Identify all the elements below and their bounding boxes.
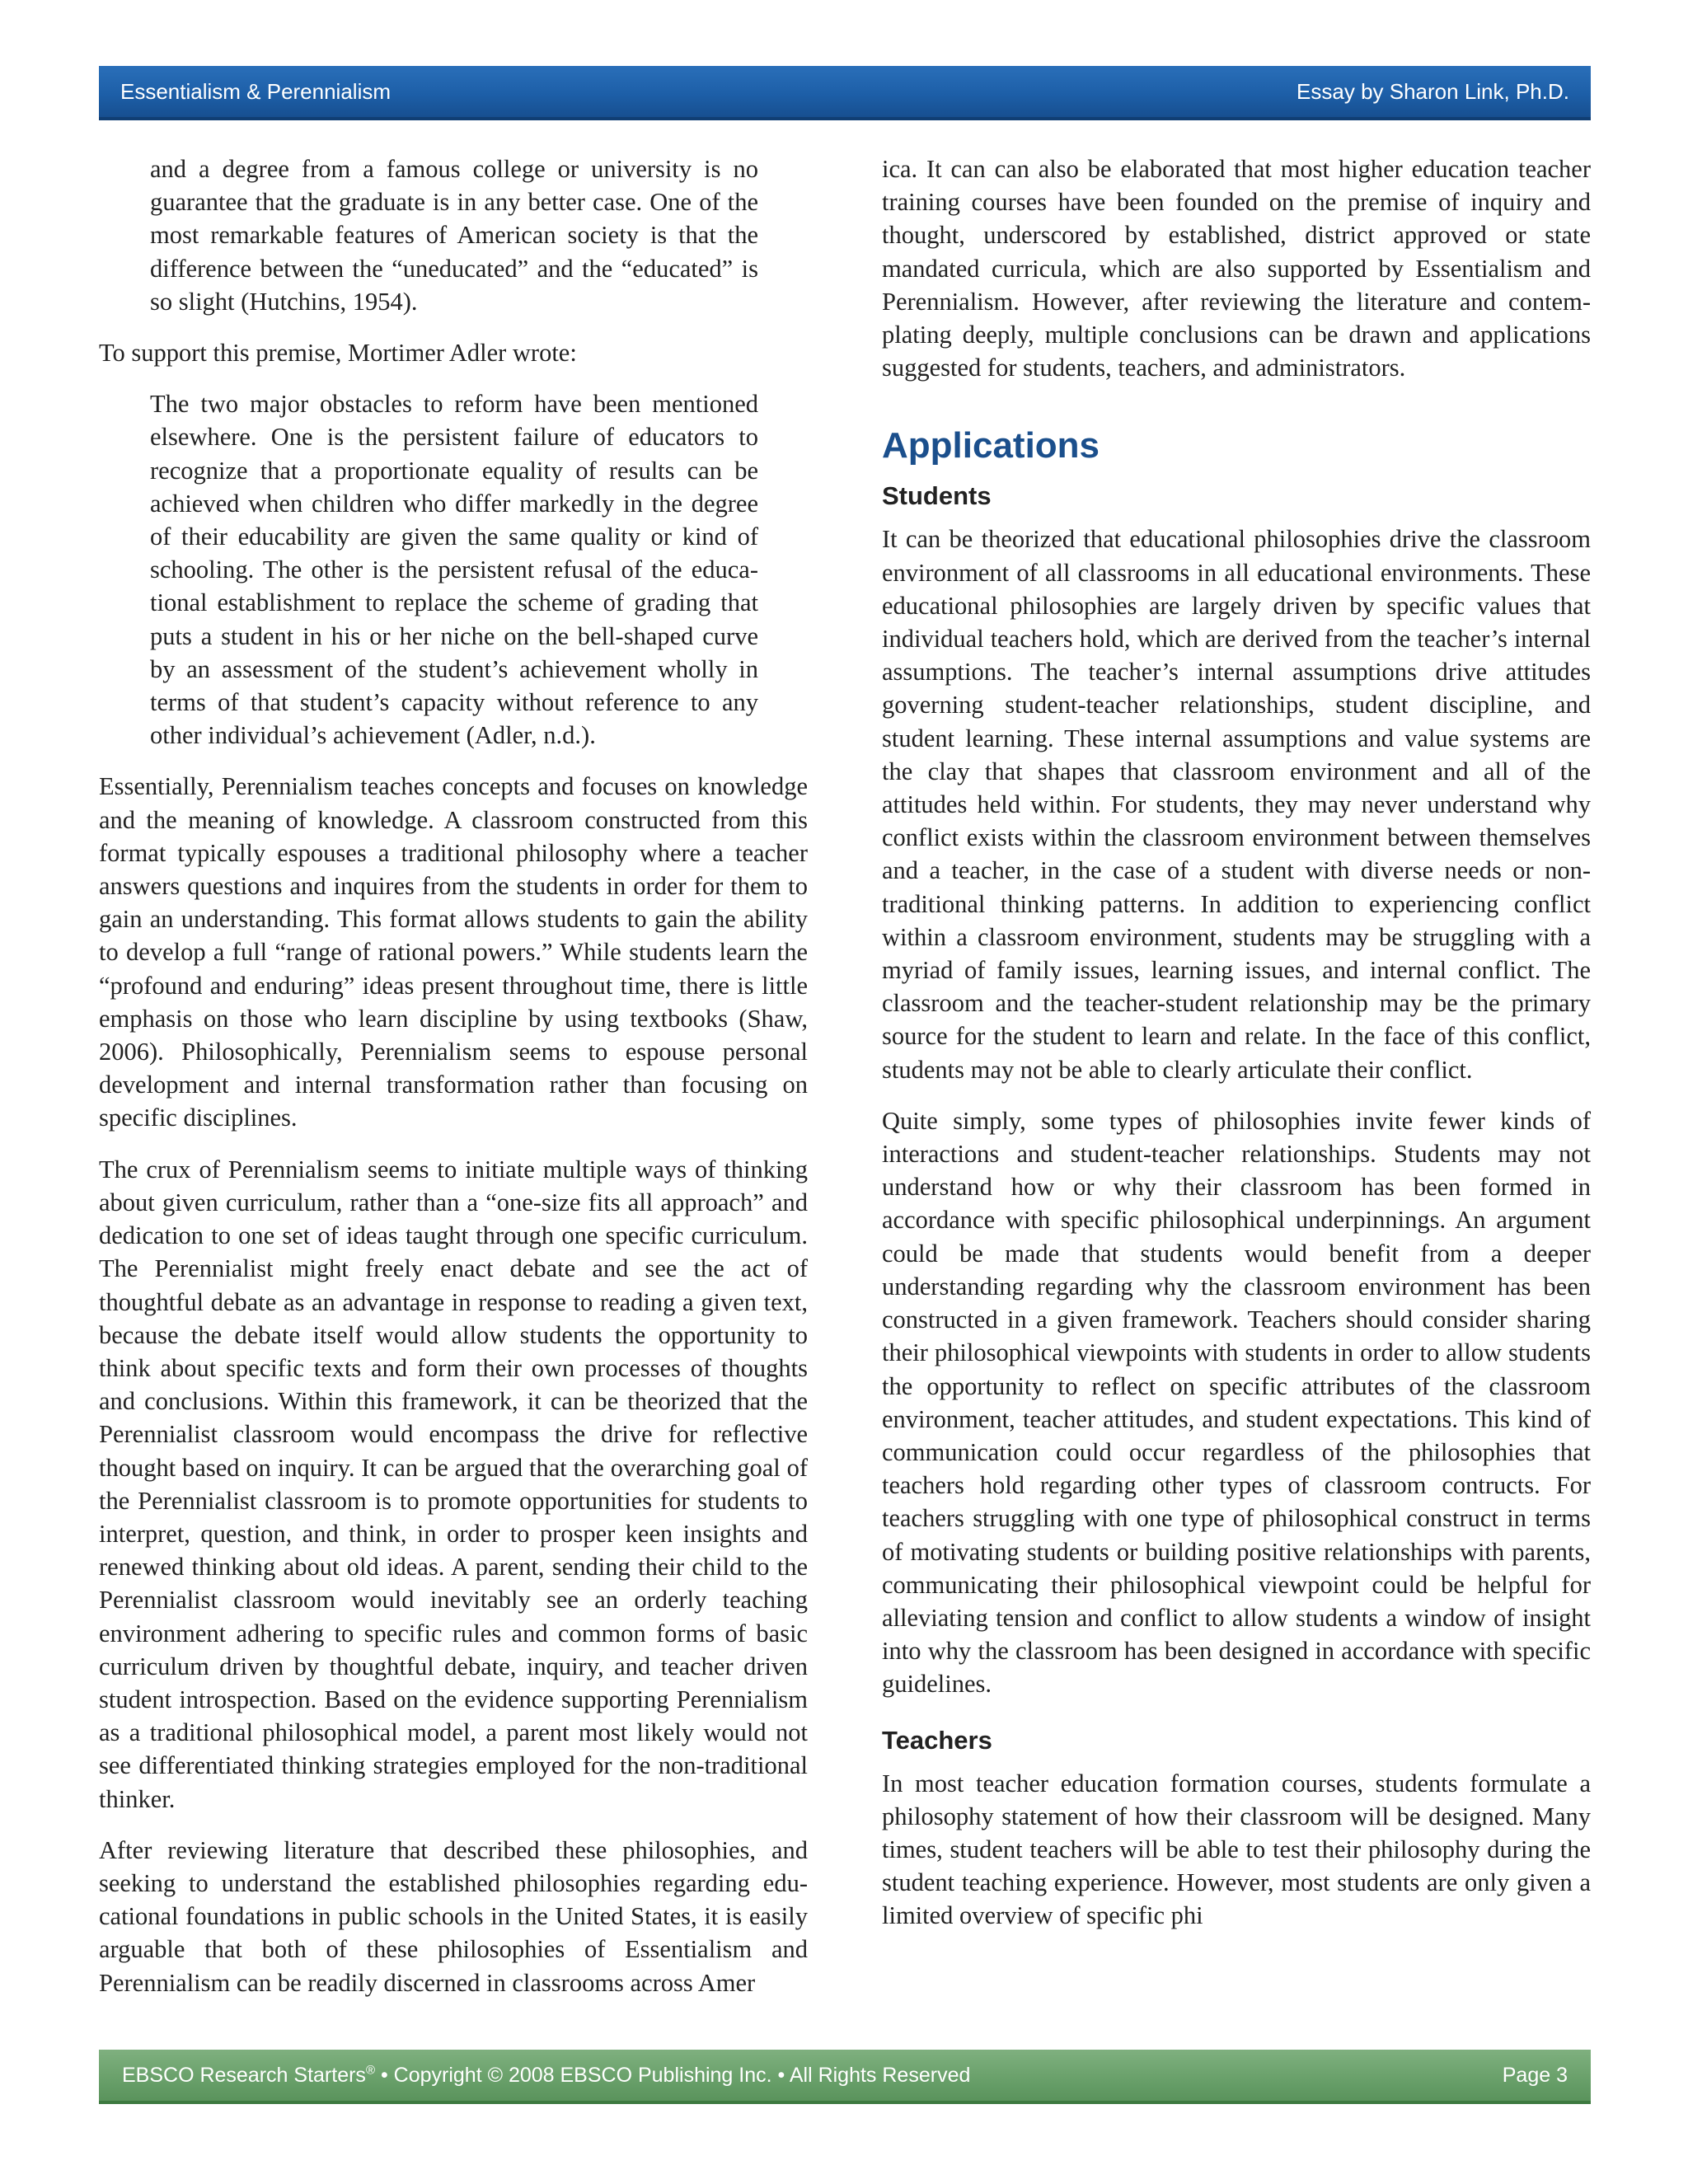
paragraph-perennialism-crux: The crux of Perennialism seems to initiate multiple ways of thinking about given curriculum, rather than a “one-size fits all approach” and dedication to one set of ideas taught through one specific curriculum. The Perennialist might freely enact debate and see the act of thoughtful debate as an advantage in response to reading a given text, because the debate itself would allow students the opportunity to think about specific texts and form their own processes of thoughts and conclusions. Within this framework, it can be theorized that the Perennialist classroom would encompass the drive for reflective thought based on inquiry. It can be argued that the overarching goal of the Perennialist classroom is to promote opportunities for students to interpret, question, and think, in order to prosper keen insights and renewed thinking about old ideas. A parent, sending their child to the Perennialist classroom would inevitably see an orderly teaching environment adhering to specific rules and common forms of basic curriculum driven by thoughtful debate, inquiry, and teacher driven student introspection. Based on the evidence supporting Perennialism as a traditional philosophical model, a parent most likely would not see differentiated thinking strategies employed for the non-traditional thinker. [99,1155,808,1813]
right-column [882,152,1591,1951]
page-header [99,66,1591,120]
paragraph-continuation: ica. It can can also be elaborated that most higher education teacher training courses have been founded on the premise of inquiry and thought, underscored by established, district approved or state mandated curricula, which are also supported by Essentialism and Perennialism. However, after reviewing the literature and contemplating deeply, multiple conclusions can be drawn and applications suggested for students, teachers, and administrators. [882,155,1591,382]
footer-rights: • Copyright © 2008 EBSCO Publishing Inc. • All Rights Reserved [375,2063,971,2087]
section-title-applications: Applications [882,425,1100,466]
left-column [99,152,808,2018]
footer-copyright [122,2064,970,2088]
block-quote-adler: The two major obstacles to reform have been mentioned elsewhere. One is the persistent failure of educators to recognize that a proportionate equality of results can be achieved when children who differ markedly in the degree of their educability are given the same quality or kind of schooling. The other is the persistent refusal of the educational establishment to replace the scheme of grading that puts a student in his or her niche on the bell-shaped curve by an assessment of the student’s achievement wholly in terms of that student’s capacity without reference to any other individual’s achievement (Adler, n.d.). [150,390,758,750]
page-number: Page 3 [1502,2063,1568,2087]
block-quote-hutchins: and a degree from a famous college or university is no guarantee that the graduate is in any better case. One of the most remarkable features of American society is that the difference between the “uneducated” and the “educated” is so slight (Hutchins, 1954). [150,155,758,316]
subheading-teachers: Teachers [882,1725,992,1755]
subheading-students: Students [882,481,992,511]
footer-brand: EBSCO Research Starters [122,2063,366,2087]
header-author: Essay by Sharon Link, Ph.D. [1296,78,1569,104]
paragraph-students-2: Quite simply, some types of philosophies invite fewer kinds of interactions and student-teacher relationships. Students may not understand how or why their classroom has been formed in accordance with specific philosophical underpinnings. An argument could be made that students would benefit from a deeper understanding regarding why the classroom environment has been constructed in a given framework. Teachers should consider sharing their philosophical viewpoints with students in order to allow students the opportunity to reflect on specific attributes of the classroom environment, teacher attitudes, and student expectations. This kind of communication could occur regardless of the philosophies that teachers hold regarding other types of classroom contructs. For teachers struggling with one type of philosophical construct in terms of motivating students or building positive relationships with parents, communicating their philosophical viewpoint could be helpful for alleviating tension and conflict to allow students a window of insight into why the classroom has been designed in accordance with specific guidelines. [882,1106,1591,1699]
page-footer [99,2050,1591,2104]
header-title: Essentialism & Perennialism [120,78,392,104]
registered-mark: ® [365,2063,375,2078]
paragraph-teachers-1: In most teacher education formation courses, students formulate a philosophy statement of how their classroom will be designed. Many times, student teachers will be able to test their philosophy during the student teaching experience. However, most students are only given a limited overview of specific phi [882,1769,1591,1930]
paragraph-perennialism-knowledge: Essentially, Perennialism teaches concepts and focuses on knowledge and the meaning of knowledge. A classroom constructed from this format typically espouses a traditional philosophy where a teacher answers questions and inquires from the students in order for them to gain an understanding. This format allows students to gain the ability to develop a full “range of rational powers.” While students learn the “profound and enduring” ideas present throughout time, there is little emphasis on those who learn discipline by using textbooks (Shaw, 2006). Philosophically, Perennialism seems to espouse personal development and internal transformation rather than focusing on specific disciplines. [99,772,808,1132]
paragraph-adler-intro: To support this premise, Mortimer Adler wrote: [99,339,577,368]
paragraph-literature-review: After reviewing literature that described these philosophies, and seeking to understand the established philosophies regarding educational foundations in public schools in the United States, it is easily arguable that both of these philosophies of Essentialism and Perennialism can be readily discerned in classrooms across Amer [99,1835,808,1997]
paragraph-students-1: It can be theorized that educational philosophies drive the classroom environment of all classrooms in all educational environments. These educational philosophies are largely driven by specific values that individual teachers hold, which are derived from the teacher’s internal assumptions. The teacher’s internal assumptions drive attitudes governing student-teacher relationships, student discipline, and student learning. These internal assumptions and value systems are the clay that shapes that classroom environment and all of the attitudes held within. For students, they may never understand why conflict exists within the classroom environment between themselves and a teacher, in the case of a student with diverse needs or non-traditional thinking patterns. In addition to experiencing conflict within a classroom environment, students may be struggling with a myriad of family issues, learning issues, and internal conflict. The classroom and the teacher-student relationship may be the primary source for the student to learn and relate. In the face of this conflict, students may not be able to clearly articulate their conflict. [882,525,1591,1084]
